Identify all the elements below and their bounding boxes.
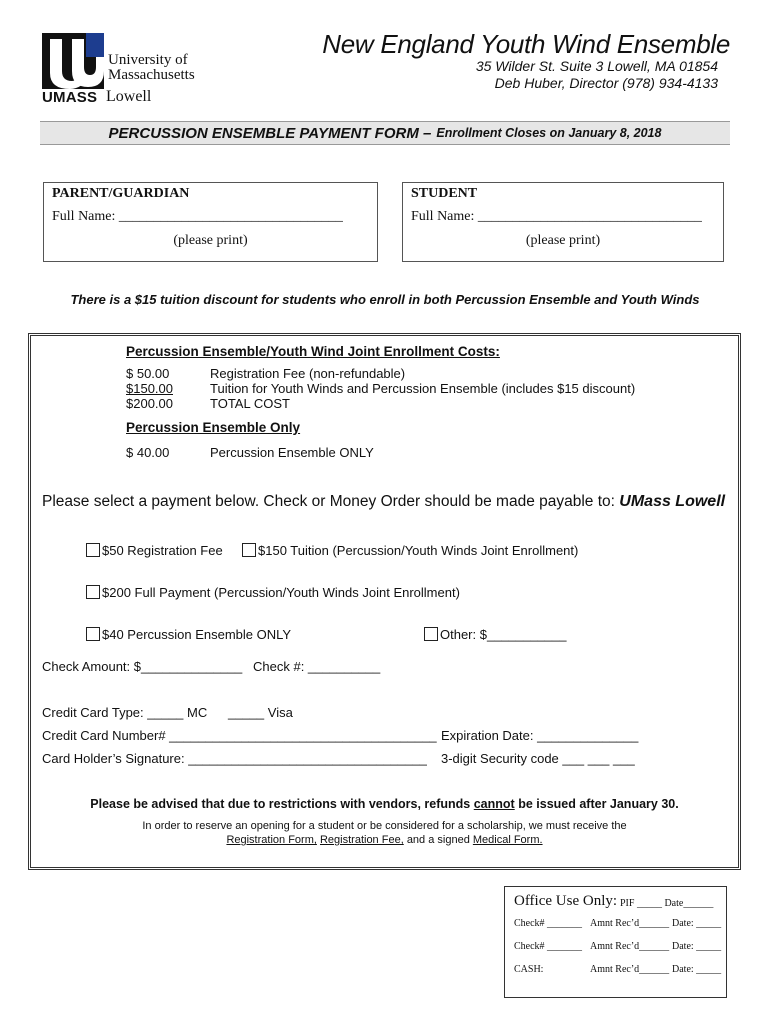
payee-name: UMass Lowell bbox=[619, 493, 726, 510]
student-heading: STUDENT bbox=[411, 186, 478, 201]
checkbox[interactable] bbox=[86, 585, 100, 599]
card-number-field[interactable]: Credit Card Number# _____________________________________ bbox=[42, 728, 437, 743]
cost-description: TOTAL COST bbox=[210, 396, 290, 411]
payment-section-box bbox=[28, 333, 741, 870]
office-use-title: Office Use Only: bbox=[514, 893, 618, 909]
parent-heading: PARENT/GUARDIAN bbox=[52, 186, 190, 201]
option-registration-fee[interactable] bbox=[86, 543, 223, 558]
logo-lowell-text: Lowell bbox=[106, 88, 152, 105]
cost-amount: $150.00 bbox=[126, 381, 173, 396]
form-title: PERCUSSION ENSEMBLE PAYMENT FORM – bbox=[108, 124, 432, 142]
checkbox[interactable] bbox=[242, 543, 256, 557]
option-percussion-only[interactable] bbox=[86, 627, 291, 642]
cardholder-signature-field[interactable]: Card Holder’s Signature: _________________________________ bbox=[42, 751, 427, 766]
organization-title: New England Youth Wind Ensemble bbox=[322, 29, 730, 59]
student-box bbox=[402, 182, 724, 262]
option-label: Other: $___________ bbox=[440, 627, 567, 642]
student-full-name-field[interactable]: Full Name: ________________________________ bbox=[411, 209, 702, 224]
joint-costs-heading: Percussion Ensemble/Youth Wind Joint Enrollment Costs: bbox=[126, 344, 500, 359]
expiration-date-field[interactable]: Expiration Date: ______________ bbox=[441, 728, 639, 743]
cost-description: Tuition for Youth Winds and Percussion Ensemble (includes $15 discount) bbox=[210, 381, 636, 396]
cost-description: Registration Fee (non-refundable) bbox=[210, 366, 406, 381]
cost-amount: $ 40.00 bbox=[126, 445, 170, 460]
option-label: $50 Registration Fee bbox=[102, 543, 223, 558]
reserve-notice-line2: Registration Form, Registration Fee, and a signed Medical Form. bbox=[226, 834, 543, 846]
enrollment-deadline: Enrollment Closes on January 8, 2018 bbox=[436, 126, 662, 140]
check-amount-field[interactable]: Check Amount: $______________ bbox=[42, 659, 243, 674]
card-type-mc-field[interactable]: Credit Card Type: _____ MC bbox=[42, 705, 208, 720]
parent-guardian-box bbox=[43, 182, 378, 262]
parent-full-name-field[interactable]: Full Name: ________________________________ bbox=[52, 209, 343, 224]
option-full-payment[interactable] bbox=[86, 585, 460, 600]
parent-print-hint: (please print) bbox=[173, 233, 248, 248]
payment-prompt: Please select a payment below. Check or Money Order should be made payable to: bbox=[42, 493, 615, 510]
option-other[interactable] bbox=[424, 627, 567, 642]
card-type-visa-field[interactable]: _____ Visa bbox=[228, 705, 293, 720]
check-number-field[interactable]: Check #: __________ bbox=[253, 659, 381, 674]
percussion-only-heading: Percussion Ensemble Only bbox=[126, 420, 301, 435]
checkbox[interactable] bbox=[424, 627, 438, 641]
organization-director: Deb Huber, Director (978) 934-4133 bbox=[494, 75, 718, 91]
discount-note: There is a $15 tuition discount for students who enroll in both Percussion Ensemble and Youth Winds bbox=[70, 292, 700, 307]
checkbox[interactable] bbox=[86, 627, 100, 641]
logo-massachusetts-text: Massachusetts bbox=[108, 67, 195, 83]
cost-description: Percussion Ensemble ONLY bbox=[210, 445, 374, 460]
option-tuition[interactable] bbox=[242, 543, 578, 558]
office-use-box: Office Use Only: PIF _____ Date______ Check# _______ Amnt Rec’d______ Date: _____ Check# _______ Amnt Rec’d______ Date: _____ CASH: Amnt Rec’d______ Date: _____ bbox=[504, 886, 727, 998]
logo-umass-text: UMASS bbox=[42, 89, 98, 106]
organization-address: 35 Wilder St. Suite 3 Lowell, MA 01854 bbox=[475, 58, 718, 74]
checkbox[interactable] bbox=[86, 543, 100, 557]
form-title-banner bbox=[40, 121, 730, 145]
umass-lowell-logo bbox=[42, 33, 212, 105]
cost-amount: $ 50.00 bbox=[126, 366, 170, 381]
payment-instruction bbox=[42, 493, 725, 511]
refund-notice: Please be advised that due to restrictions with vendors, refunds cannot be issued after January 30. bbox=[90, 797, 679, 811]
umass-logo-mark-icon bbox=[42, 33, 104, 89]
option-label: $40 Percussion Ensemble ONLY bbox=[102, 627, 292, 642]
office-pif-date: PIF _____ Date______ bbox=[620, 898, 714, 909]
logo-university-text: University of bbox=[108, 52, 188, 68]
student-print-hint: (please print) bbox=[525, 233, 601, 248]
option-label: $150 Tuition (Percussion/Youth Winds Joint Enrollment) bbox=[258, 543, 579, 558]
cost-amount: $200.00 bbox=[126, 396, 173, 411]
security-code-field[interactable]: 3-digit Security code ___ ___ ___ bbox=[441, 751, 635, 766]
reserve-notice-line1: In order to reserve an opening for a student or be considered for a scholarship, we must receive the bbox=[142, 820, 627, 832]
option-label: $200 Full Payment (Percussion/Youth Winds Joint Enrollment) bbox=[102, 585, 460, 600]
